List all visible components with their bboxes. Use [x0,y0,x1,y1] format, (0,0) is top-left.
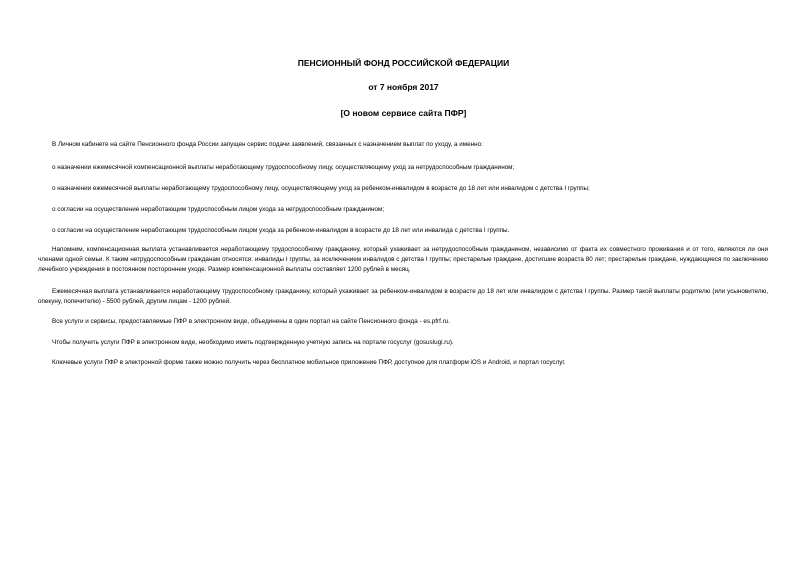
document-subject: [О новом сервисе сайта ПФР] [340,108,467,118]
paragraph-intro: В Личном кабинете на сайте Пенсионного фонда России запущен сервис подачи заявлений, связанных с назначением выплат по уходу, а именно: [52,141,483,148]
paragraph-monthly-payment: Ежемесячная выплата устанавливается неработающему трудоспособному гражданину, который ухаживает за ребенком-инвалидом в возрасте до 18 лет или инвалидом с детства I группы. Размер такой выплаты родителю (или усыновителю, опекуну, попечителю) - 5500 рублей, другим лицам - 1200 рублей. [38,288,768,305]
paragraph-gosuslugi: Чтобы получить услуги ПФР в электронном виде, необходимо иметь подтвержденную учетную запись на портале госуслуг (gosuslugi.ru). [52,339,454,346]
document-date: от 7 ноября 2017 [368,82,439,92]
paragraph-portal: Все услуги и сервисы, предоставляемые ПФР в электронном виде, объединены в один портал на сайте Пенсионного фонда - es.pfrf.ru. [52,318,450,325]
paragraph-item-4: о согласии на осуществление неработающим трудоспособным лицом ухода за ребенком-инвалидом в возрасте до 18 лет или инвалида с детства I группы. [52,227,510,234]
paragraph-item-2: о назначении ежемесячной выплаты неработающему трудоспособному лицу, осуществляющему уход за ребенком-инвалидом в возрасте до 18 лет или инвалидом с детства I группы; [52,185,590,192]
paragraph-item-3: о согласии на осуществление неработающим трудоспособным лицом ухода за нетрудоспособным гражданином; [52,206,385,213]
paragraph-compensation: Напомним, компенсационная выплата устанавливается неработающему трудоспособному гражданину, который ухаживает за нетрудоспособным гражданином, независимо от факта их совместного проживания и от того, являются ли они членами одной семьи. К таким нетрудоспособным гражданам относятся: инвалиды I группы, за исключением инвалидов с детства I группы; престарелые граждане, достигшие возраста 80 лет; престарелые граждане, нуждающиеся по заключению лечебного учреждения в постоянном постороннем уходе. Размер компенсационной выплаты составляет 1200 рублей в месяц. [38,246,768,273]
document-title: ПЕНСИОННЫЙ ФОНД РОССИЙСКОЙ ФЕДЕРАЦИИ [297,58,510,68]
paragraph-item-1: о назначении ежемесячной компенсационной выплаты неработающему трудоспособному лицу, осуществляющему уход за нетрудоспособным гражданином; [52,164,515,171]
paragraph-mobile-app: Ключевые услуги ПФР в электронной форме также можно получить через бесплатное мобильное приложение ПФР, доступное для платформ iOS и Android, и портал госуслуг. [52,359,566,366]
